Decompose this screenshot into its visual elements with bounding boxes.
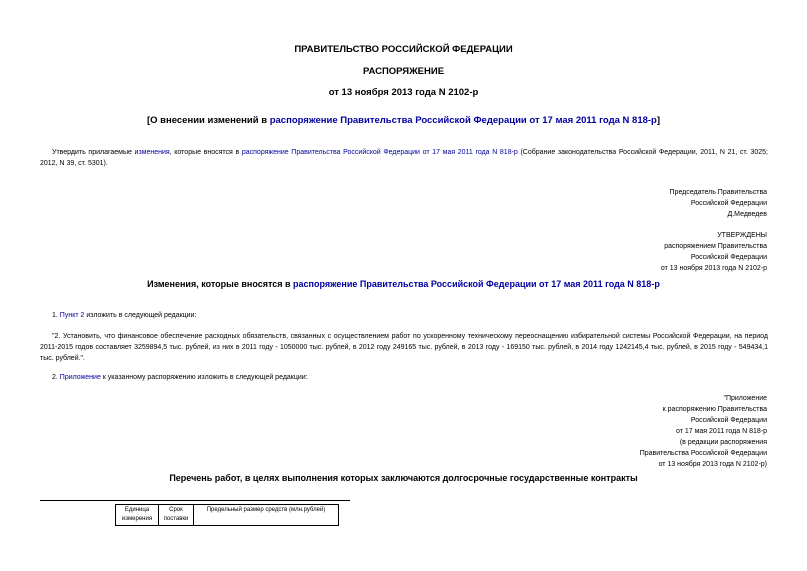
- subject-link[interactable]: распоряжение Правительства Российской Федерации от 17 мая 2011 года N 818-р: [269, 115, 657, 126]
- header-term-line-1: Срок: [169, 507, 183, 513]
- annex-line-4: от 17 мая 2011 года N 818-р: [675, 428, 767, 435]
- signature-org: Российской Федерации: [690, 200, 767, 207]
- item-1-number: 1.: [52, 312, 60, 319]
- item-2-number: 2.: [52, 374, 60, 381]
- quoted-clause-2: "2. Установить, что финансовое обеспечение расходных обязательств, связанных с осуществлением работ по ускоренному техническому переоснащению избирательной системы Российской Федерации, на период 2011-2015 годов составляет 3259894,5 тыс. рублей, из них в 2011 году - 1050000 тыс. рублей, в 2012 году 249165 тыс. рублей, в 2013 году - 169150 тыс. рублей, в 2014 году 1242145,4 тыс. рублей, в 2015 году - 549434,1 тыс. рублей.".: [40, 333, 768, 362]
- item-1: [52, 310, 196, 321]
- item-1-text: изложить в следующей редакции:: [84, 312, 197, 319]
- approved-line-3: Российской Федерации: [690, 254, 767, 261]
- signature-position: Председатель Правительства: [669, 189, 767, 196]
- annex-line-6: Правительства Российской Федерации: [639, 450, 767, 457]
- annex-line-2: к распоряжению Правительства: [662, 406, 767, 413]
- document-date-number: от 13 ноября 2013 года N 2102-р: [328, 87, 479, 98]
- intro-text-3: (Собрание законодательства Российской Федерации, 2011, N 21, ст. 3025; 2012, N 39, ст. 5301).: [40, 149, 768, 167]
- annex-line-1: "Приложение: [723, 395, 767, 402]
- approved-line-2: распоряжением Правительства: [664, 243, 767, 250]
- signature-name: Д.Медведев: [727, 211, 767, 218]
- works-table: [115, 504, 339, 526]
- table-top-rule: [40, 500, 350, 501]
- intro-text-1: Утвердить прилагаемые: [52, 149, 135, 156]
- changes-title-link[interactable]: распоряжение Правительства Российской Федерации от 17 мая 2011 года N 818-р: [293, 279, 660, 289]
- approved-block: [661, 230, 767, 274]
- item-2: [52, 372, 308, 383]
- document-type: РАСПОРЯЖЕНИЕ: [362, 66, 445, 77]
- table-header-row: [116, 505, 339, 526]
- header-limit: Предельный размер средств (млн.рублей): [194, 505, 339, 526]
- annex-line-5: (в редакции распоряжения: [679, 439, 767, 446]
- item-2-text: к указанному распоряжению изложить в следующей редакции:: [100, 374, 308, 381]
- header-unit-line-2: измерения: [121, 516, 153, 522]
- government-heading: ПРАВИТЕЛЬСТВО РОССИЙСКОЙ ФЕДЕРАЦИИ: [294, 44, 513, 55]
- intro-text-2: , которые вносятся в: [169, 149, 242, 156]
- subject-prefix: [О внесении изменений в: [146, 115, 270, 126]
- order-link[interactable]: распоряжение Правительства Российской Федерации от 17 мая 2011 года N 818-р: [241, 149, 518, 156]
- annex-block: [640, 393, 767, 470]
- annex-line-7: от 13 ноября 2013 года N 2102-р): [658, 461, 767, 468]
- annex-line-3: Российской Федерации: [690, 417, 767, 424]
- header-term-line-2: поставки: [163, 516, 189, 522]
- annex-link[interactable]: Приложение: [59, 374, 101, 381]
- works-list-title: Перечень работ, в целях выполнения которых заключаются долгосрочные государственные контракты: [169, 473, 638, 483]
- approved-line-4: от 13 ноября 2013 года N 2102-р: [660, 265, 767, 272]
- approved-heading: УТВЕРЖДЕНЫ: [717, 232, 767, 239]
- intro-paragraph: [40, 147, 768, 169]
- changes-title: [0, 279, 807, 289]
- header-term: [159, 505, 194, 526]
- clause-2-link[interactable]: Пункт 2: [59, 312, 85, 319]
- subject-suffix: ]: [656, 115, 661, 126]
- header-unit-line-1: Единица: [124, 507, 150, 513]
- changes-link[interactable]: изменения: [134, 149, 170, 156]
- signature-block: [670, 187, 767, 220]
- document-subject: [0, 115, 807, 126]
- header-unit: [116, 505, 159, 526]
- changes-title-prefix: Изменения, которые вносятся в: [147, 279, 294, 289]
